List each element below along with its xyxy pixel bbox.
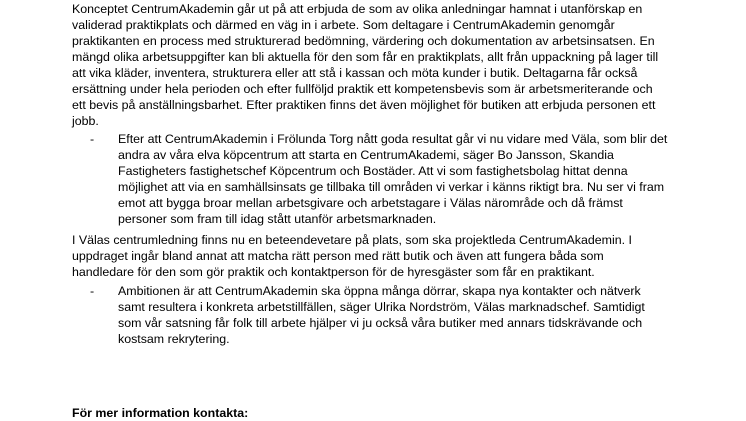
text-line: andra av våra elva köpcentrum att starta en CentrumAkademi, säger Bo Jansson, Skandia bbox=[118, 148, 614, 162]
bullet-marker: - bbox=[90, 284, 95, 298]
text-line: handledare för den som gör praktik och kontaktperson för de hyresgäster som får en praktikant. bbox=[72, 265, 595, 279]
management-paragraph bbox=[72, 232, 672, 280]
text-line: möjlighet att via en samhällsinsats ge tillbaka till områden vi verkar i känns riktigt bra. Nu ser vi fram bbox=[118, 180, 665, 194]
text-line: personer som fram till idag stått utanför arbetsmarknaden. bbox=[118, 212, 437, 226]
text-line: Ambitionen är att CentrumAkademin ska öppna många dörrar, skapa nya kontakter och nätverk bbox=[118, 284, 641, 298]
intro-paragraph bbox=[72, 1, 672, 129]
text-line: uppdraget ingår bland annat att matcha rätt person med rätt butik och även att fungera båda som bbox=[72, 249, 604, 263]
text-line: jobb. bbox=[72, 114, 99, 128]
text-line: samt resultera i konkreta arbetstillfällen, säger Ulrika Nordström, Välas marknadschef. Samtidigt bbox=[118, 300, 645, 314]
quote-bo-jansson bbox=[118, 131, 678, 227]
text-line: praktikanten en process med strukturerad bedömning, värdering och dokumentation av arbetsinsatsen. En bbox=[72, 34, 655, 48]
text-line: ett bevis på anställningsbarhet. Efter praktiken finns det även möjlighet för butiken att erbjuda personen ett bbox=[72, 98, 656, 112]
text-line: Fastigheters fastighetschef Köpcentrum och Bostäder. Att vi som fastighetsbolag hittat denna bbox=[118, 164, 628, 178]
text-line: att vika kläder, inventera, strukturera eller att stå i kassan och möta kunder i butik. Deltagarna får också bbox=[72, 66, 638, 80]
text-line: I Välas centrumledning finns nu en beteendevetare på plats, som ska projektleda CentrumAkademin. I bbox=[72, 233, 632, 247]
text-line: kostsam rekrytering. bbox=[118, 332, 230, 346]
text-line: ersättning under hela perioden och efter fullföljd praktik ett kompetensbevis som är arbetsmeriterande och bbox=[72, 82, 653, 96]
contact-heading: För mer information kontakta: bbox=[72, 406, 249, 420]
text-line: Efter att CentrumAkademin i Frölunda Torg nått goda resultat går vi nu vidare med Väla, som blir det bbox=[118, 132, 668, 146]
quote-ulrika-nordstrom bbox=[118, 283, 678, 347]
text-line: som vår satsning får folk till arbete hjälper vi ju också våra butiker med annars tidskrävande och bbox=[118, 316, 643, 330]
text-line: emot att bygga broar mellan arbetsgivare och arbetstagare i Välas närområde och då främst bbox=[118, 196, 623, 210]
text-line: Konceptet CentrumAkademin går ut på att erbjuda de som av olika anledningar hamnat i utanförskap en bbox=[72, 2, 643, 16]
text-line: mängd olika arbetsuppgifter kan bli aktuella för den som får en praktikplats, allt från uppackning på lager till bbox=[72, 50, 659, 64]
text-line: validerad praktikplats och därmed en väg in i arbete. Som deltagare i CentrumAkademin genomgår bbox=[72, 18, 615, 32]
bullet-marker: - bbox=[90, 132, 95, 146]
